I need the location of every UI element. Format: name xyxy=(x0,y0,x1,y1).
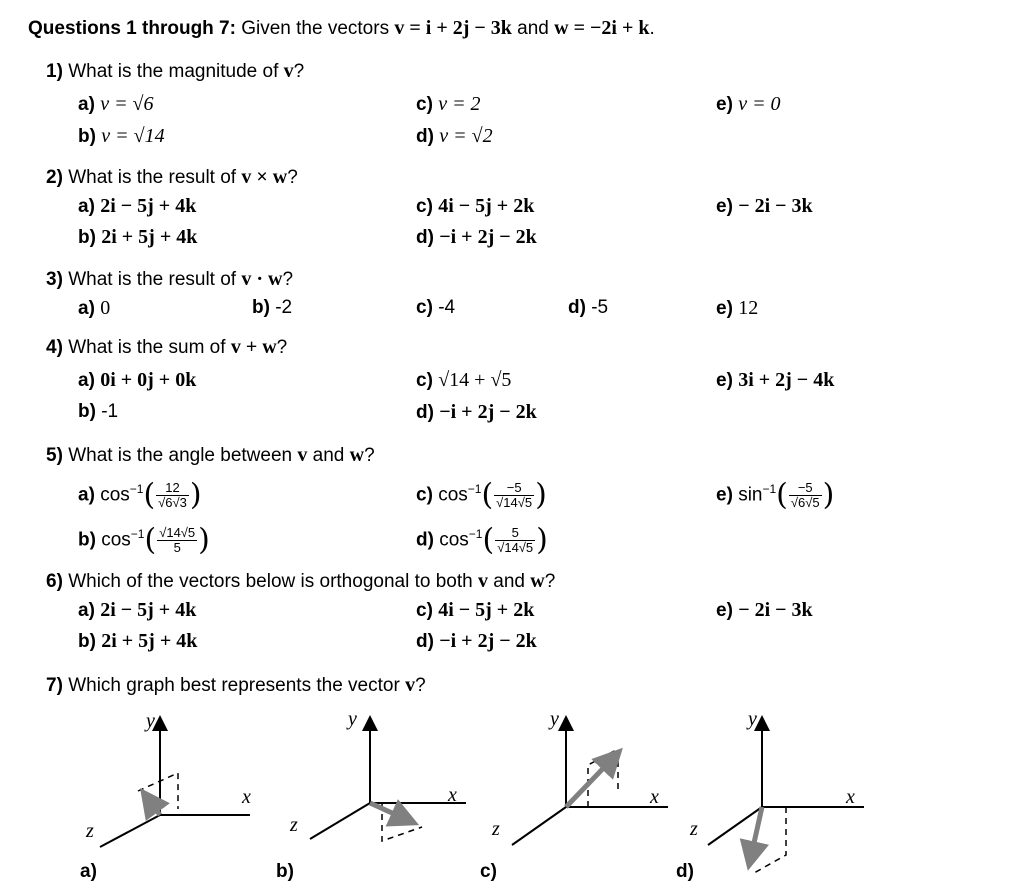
option-letter: d) xyxy=(416,227,434,248)
graph-d[interactable] xyxy=(674,705,894,885)
q4-expr: v + w xyxy=(230,336,277,358)
option-func: cos xyxy=(100,484,130,506)
option-sup: −1 xyxy=(762,482,777,496)
z-axis-line xyxy=(512,807,566,845)
z-axis-label: z xyxy=(86,820,94,842)
header-and: and xyxy=(517,18,549,39)
option-text: -1 xyxy=(101,401,119,422)
q3-option-d[interactable] xyxy=(568,297,608,319)
option-text: 2i + 5j + 4k xyxy=(101,226,198,248)
option-sup: −1 xyxy=(468,527,483,541)
z-axis-label: z xyxy=(492,818,500,840)
option-text: -5 xyxy=(591,297,609,318)
option-den: 5 xyxy=(173,539,181,555)
option-letter: e) xyxy=(716,370,733,391)
q6-prompt: Which of the vectors below is orthogonal to both xyxy=(68,571,473,592)
z-axis-line xyxy=(310,803,370,839)
q7-qmark: ? xyxy=(415,675,426,696)
option-letter: c) xyxy=(416,600,433,621)
q3-expr: v · w xyxy=(241,268,283,290)
q6-and: and xyxy=(493,571,525,592)
q5-v: v xyxy=(297,444,308,466)
q3-option-c[interactable] xyxy=(416,297,455,319)
q6-v: v xyxy=(477,570,488,592)
option-text: 0i + 0j + 0k xyxy=(100,369,197,391)
option-text: 3i + 2j − 4k xyxy=(738,369,835,391)
q7-question xyxy=(46,674,426,697)
header-period: . xyxy=(649,18,655,39)
option-letter: b) xyxy=(78,401,96,422)
q4-question xyxy=(46,336,287,359)
graph-a[interactable] xyxy=(70,705,270,885)
vector-arrow xyxy=(370,803,410,821)
option-letter: e) xyxy=(716,298,733,319)
header-w-expr: w = −2i + k xyxy=(554,17,650,39)
q4-number: 4) xyxy=(46,337,63,358)
option-text: 0 xyxy=(100,297,111,319)
q6-option-a[interactable] xyxy=(78,599,196,622)
y-axis-label: y xyxy=(146,710,155,732)
option-letter: a) xyxy=(78,94,95,115)
y-axis-label: y xyxy=(348,708,357,730)
graph-c-label: c) xyxy=(480,861,497,882)
option-text: −i + 2j − 2k xyxy=(439,630,537,652)
option-letter: a) xyxy=(78,600,95,621)
option-text: v = √6 xyxy=(100,93,154,115)
q2-option-d[interactable] xyxy=(416,226,537,249)
q2-prompt: What is the result of xyxy=(68,167,237,188)
q3-qmark: ? xyxy=(282,269,294,290)
q1-option-b[interactable] xyxy=(78,125,165,148)
y-axis-label: y xyxy=(748,708,757,730)
q1-option-c[interactable] xyxy=(416,93,481,116)
option-den: √14√5 xyxy=(497,539,534,555)
option-text: −i + 2j − 2k xyxy=(439,401,537,423)
q2-qmark: ? xyxy=(287,167,298,188)
option-letter: c) xyxy=(416,196,433,217)
option-letter: a) xyxy=(78,298,95,319)
graph-c[interactable] xyxy=(478,705,698,885)
z-axis-line xyxy=(100,815,160,847)
header-v-expr: v = i + 2j − 3k xyxy=(394,17,512,39)
x-axis-label: x xyxy=(846,786,855,808)
option-num: −5 xyxy=(494,481,534,496)
q5-and: and xyxy=(312,445,345,466)
option-den: √14√5 xyxy=(496,494,533,510)
option-text: 2i − 5j + 4k xyxy=(100,599,197,621)
z-axis-label: z xyxy=(690,818,698,840)
q4-qmark: ? xyxy=(276,337,288,358)
q6-question xyxy=(46,570,555,593)
q7-prompt: Which graph best represents the vector xyxy=(68,675,400,696)
q3-question xyxy=(46,268,293,291)
option-letter: d) xyxy=(568,297,586,318)
q4-option-a[interactable] xyxy=(78,369,196,392)
q5-question xyxy=(46,444,375,467)
option-text: − 2i − 3k xyxy=(738,195,813,217)
graph-a-label: a) xyxy=(80,861,97,882)
q5-option-b[interactable]: b) $\cos^{-1}$( $\frac{√14√5}{5}$ ) xyxy=(78,522,210,558)
x-axis-label: x xyxy=(650,786,659,808)
option-text: 4i − 5j + 2k xyxy=(438,195,535,217)
option-sup: −1 xyxy=(129,482,144,496)
option-num: −5 xyxy=(789,481,822,496)
option-letter: d) xyxy=(416,126,434,147)
option-letter: e) xyxy=(716,484,733,506)
option-den: √6√5 xyxy=(790,494,820,510)
q1-number: 1) xyxy=(46,61,63,82)
header-text: Given the vectors xyxy=(241,18,390,39)
q1-option-e[interactable] xyxy=(716,93,781,116)
option-letter: e) xyxy=(716,94,733,115)
option-letter: e) xyxy=(716,196,733,217)
q1-question xyxy=(46,60,304,83)
q5-prompt: What is the angle between xyxy=(68,445,293,466)
q5-option-e[interactable]: e) $\sin^{-1}$( $\frac{-5}{√6√5}$ ) xyxy=(716,477,835,513)
q1-option-d[interactable] xyxy=(416,125,493,148)
option-letter: d) xyxy=(416,402,434,423)
q2-question xyxy=(46,166,298,189)
option-func: sin xyxy=(738,484,763,506)
option-letter: a) xyxy=(78,196,95,217)
q2-expr: v × w xyxy=(241,166,288,188)
q3-option-a[interactable] xyxy=(78,297,110,320)
option-text: v = 0 xyxy=(738,93,781,115)
q2-number: 2) xyxy=(46,167,63,188)
option-letter: c) xyxy=(416,297,433,318)
option-func: cos xyxy=(439,529,469,551)
q4-option-e[interactable] xyxy=(716,369,834,392)
y-axis-label: y xyxy=(550,708,559,730)
option-num: 12 xyxy=(156,481,189,496)
q2-option-a[interactable] xyxy=(78,195,196,218)
option-letter: a) xyxy=(78,484,95,506)
option-letter: c) xyxy=(416,370,433,391)
option-letter: b) xyxy=(78,529,96,551)
option-letter: b) xyxy=(78,227,96,248)
header xyxy=(28,17,655,40)
option-letter: a) xyxy=(78,370,95,391)
q6-option-e[interactable] xyxy=(716,599,813,622)
q6-w: w xyxy=(530,570,545,592)
q5-option-a[interactable]: a) $\cos^{-1}$( $\frac{12}{√6√3}$ ) xyxy=(78,477,202,513)
option-letter: c) xyxy=(416,484,433,506)
option-text: v = √14 xyxy=(101,125,165,147)
option-text: -2 xyxy=(275,297,293,318)
option-text: − 2i − 3k xyxy=(738,599,813,621)
q2-option-c[interactable] xyxy=(416,195,534,218)
q6-number: 6) xyxy=(46,571,63,592)
z-axis-label: z xyxy=(290,814,298,836)
option-text: 2i − 5j + 4k xyxy=(100,195,197,217)
option-text: v = 2 xyxy=(438,93,481,115)
x-axis-label: x xyxy=(242,786,251,808)
option-text: 2i + 5j + 4k xyxy=(101,630,198,652)
q7-number: 7) xyxy=(46,675,63,696)
q7-vec: v xyxy=(405,674,416,696)
option-sup: −1 xyxy=(130,527,145,541)
option-text: √14 + √5 xyxy=(438,369,512,391)
option-letter: d) xyxy=(416,529,434,551)
q1-prompt: What is the magnitude of xyxy=(68,61,279,82)
q4-option-c[interactable] xyxy=(416,369,511,392)
option-num: 5 xyxy=(495,526,535,541)
option-den: √6√3 xyxy=(158,494,187,510)
option-letter: e) xyxy=(716,600,733,621)
q3-option-b[interactable] xyxy=(252,297,292,319)
option-letter: b) xyxy=(252,297,270,318)
q6-option-d[interactable] xyxy=(416,630,537,653)
option-func: cos xyxy=(101,529,131,551)
dashed-guide xyxy=(138,773,178,809)
q3-option-e[interactable] xyxy=(716,297,758,320)
option-text: 4i − 5j + 2k xyxy=(438,599,535,621)
option-letter: b) xyxy=(78,126,96,147)
q5-option-d[interactable]: d) $\cos^{-1}$( $\frac{5}{√14√5}$ ) xyxy=(416,522,548,558)
q5-number: 5) xyxy=(46,445,63,466)
graph-b-label: b) xyxy=(276,861,294,882)
option-func: cos xyxy=(438,484,468,506)
graph-d-label: d) xyxy=(676,861,694,882)
q5-qmark: ? xyxy=(364,445,375,466)
q2-option-e[interactable] xyxy=(716,195,813,218)
option-letter: c) xyxy=(416,94,433,115)
option-text: v = √2 xyxy=(439,125,493,147)
q4-option-d[interactable] xyxy=(416,401,537,424)
q5-option-c[interactable]: c) $\cos^{-1}$( $\frac{-5}{√14√5}$ ) xyxy=(416,477,547,513)
q4-prompt: What is the sum of xyxy=(68,337,226,358)
q6-option-c[interactable] xyxy=(416,599,534,622)
option-num: √14√5 xyxy=(159,524,196,540)
q1-qmark: ? xyxy=(293,61,305,82)
q1-vec: v xyxy=(283,60,294,82)
option-letter: b) xyxy=(78,631,96,652)
option-text: −i + 2j − 2k xyxy=(439,226,537,248)
option-sup: −1 xyxy=(467,482,482,496)
option-text: 12 xyxy=(738,297,759,319)
q6-option-b[interactable] xyxy=(78,630,197,653)
q1-option-a[interactable] xyxy=(78,93,154,116)
x-axis-label: x xyxy=(448,784,457,806)
q3-prompt: What is the result of xyxy=(68,269,237,290)
q4-option-b[interactable] xyxy=(78,401,118,423)
q6-qmark: ? xyxy=(544,571,556,592)
header-label: Questions 1 through 7: xyxy=(28,18,236,39)
option-text: -4 xyxy=(438,297,456,318)
q3-number: 3) xyxy=(46,269,63,290)
graph-b[interactable] xyxy=(270,705,490,885)
vector-arrow xyxy=(146,796,160,815)
q2-option-b[interactable] xyxy=(78,226,197,249)
option-letter: d) xyxy=(416,631,434,652)
q5-w: w xyxy=(349,444,365,466)
